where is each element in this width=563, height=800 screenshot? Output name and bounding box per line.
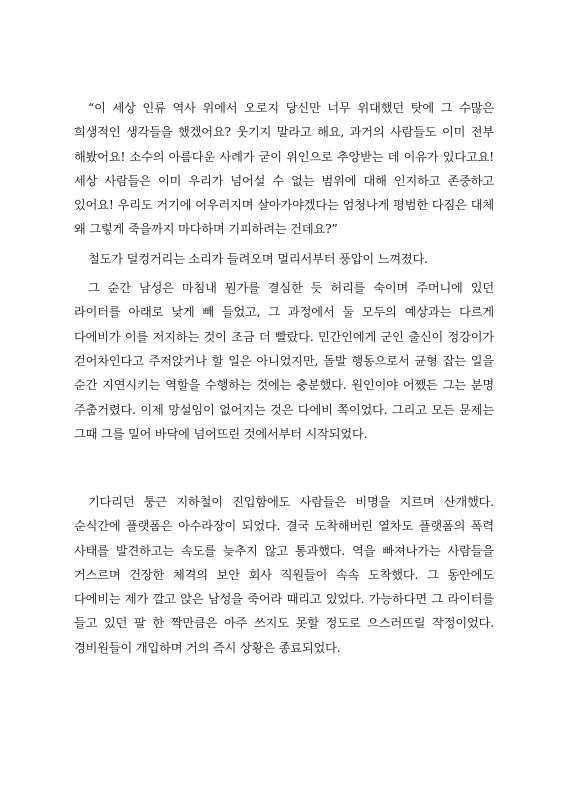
paragraph-dialogue: “이 세상 인류 역사 위에서 오로지 당신만 너무 위대했던 탓에 그 수많은 희생적인 생각들을 했겠어요? 웃기지 말라고 해요, 과거의 사람들도 이미 전부 해봤어요! 소수의 아름다운 사례가 굳이 위인으로 추앙받는 데 이유가 있다고요! 세상 사람들은 이미 우리가 넘어설 수 없는 범위에 대해 인지하고 존중하고 있어요! 우리도 거기에 어우러지며 살아가야겠다는 엄청나게 평범한 다짐은 대체 왜 그렇게 죽을까지 마다하며 기피하려는 건데요?” [74, 101, 494, 237]
paragraph-struggle: 그 순간 남성은 마침내 뭔가를 결심한 듯 허리를 숙이며 주머니에 있던 라이터를 아래로 낮게 빼 들었고, 그 과정에서 둘 모두의 예상과는 다르게 다에비가 이를 저지하는 것이 조금 더 빨랐다. 민간인에게 군인 출신이 정강이가 걷어차인다고 주저앉거나 할 일은 아니었지만, 돌발 행동으로서 균형 잡는 일을 순간 지연시키는 역할을 수행하는 것에는 충분했다. 원인이야 어쨌든 그는 분명 주춤거렸다. 이제 망설임이 없어지는 것은 다에비 쪽이었다. 그리고 모든 문제는 그때 그를 밀어 바닥에 넘어뜨린 것에서부터 시작되었다. [74, 281, 494, 441]
paragraph-train-approach: 철도가 덜컹거리는 소리가 들려오며 멀리서부터 풍압이 느껴졌다. [88, 251, 428, 266]
text-section-1 [74, 96, 494, 451]
paragraph-platform-chaos: 기다리던 퉁근 지하철이 진입함에도 사람들은 비명을 지르며 산개했다. 순식간에 플랫폼은 아수라장이 되었다. 결국 도착해버린 열차도 플랫폼의 폭력 사태를 발견하고는 속도를 늦추지 않고 통과했다. 역을 빠져나가는 사람들을 거스르며 건장한 체격의 보안 회사 직원들이 속속 도착했다. 그 동안에도 다에비는 제가 깔고 앉은 남성을 죽어라 때리고 있었다. 가능하다면 그 라이터를 들고 있던 팔 한 짝만큼은 아주 쓰지도 못할 정도로 으스러뜨릴 작정이었다. 경비원들이 개입하며 거의 즉시 상황은 종료되었다. [74, 495, 494, 655]
text-section-2 [74, 490, 494, 665]
